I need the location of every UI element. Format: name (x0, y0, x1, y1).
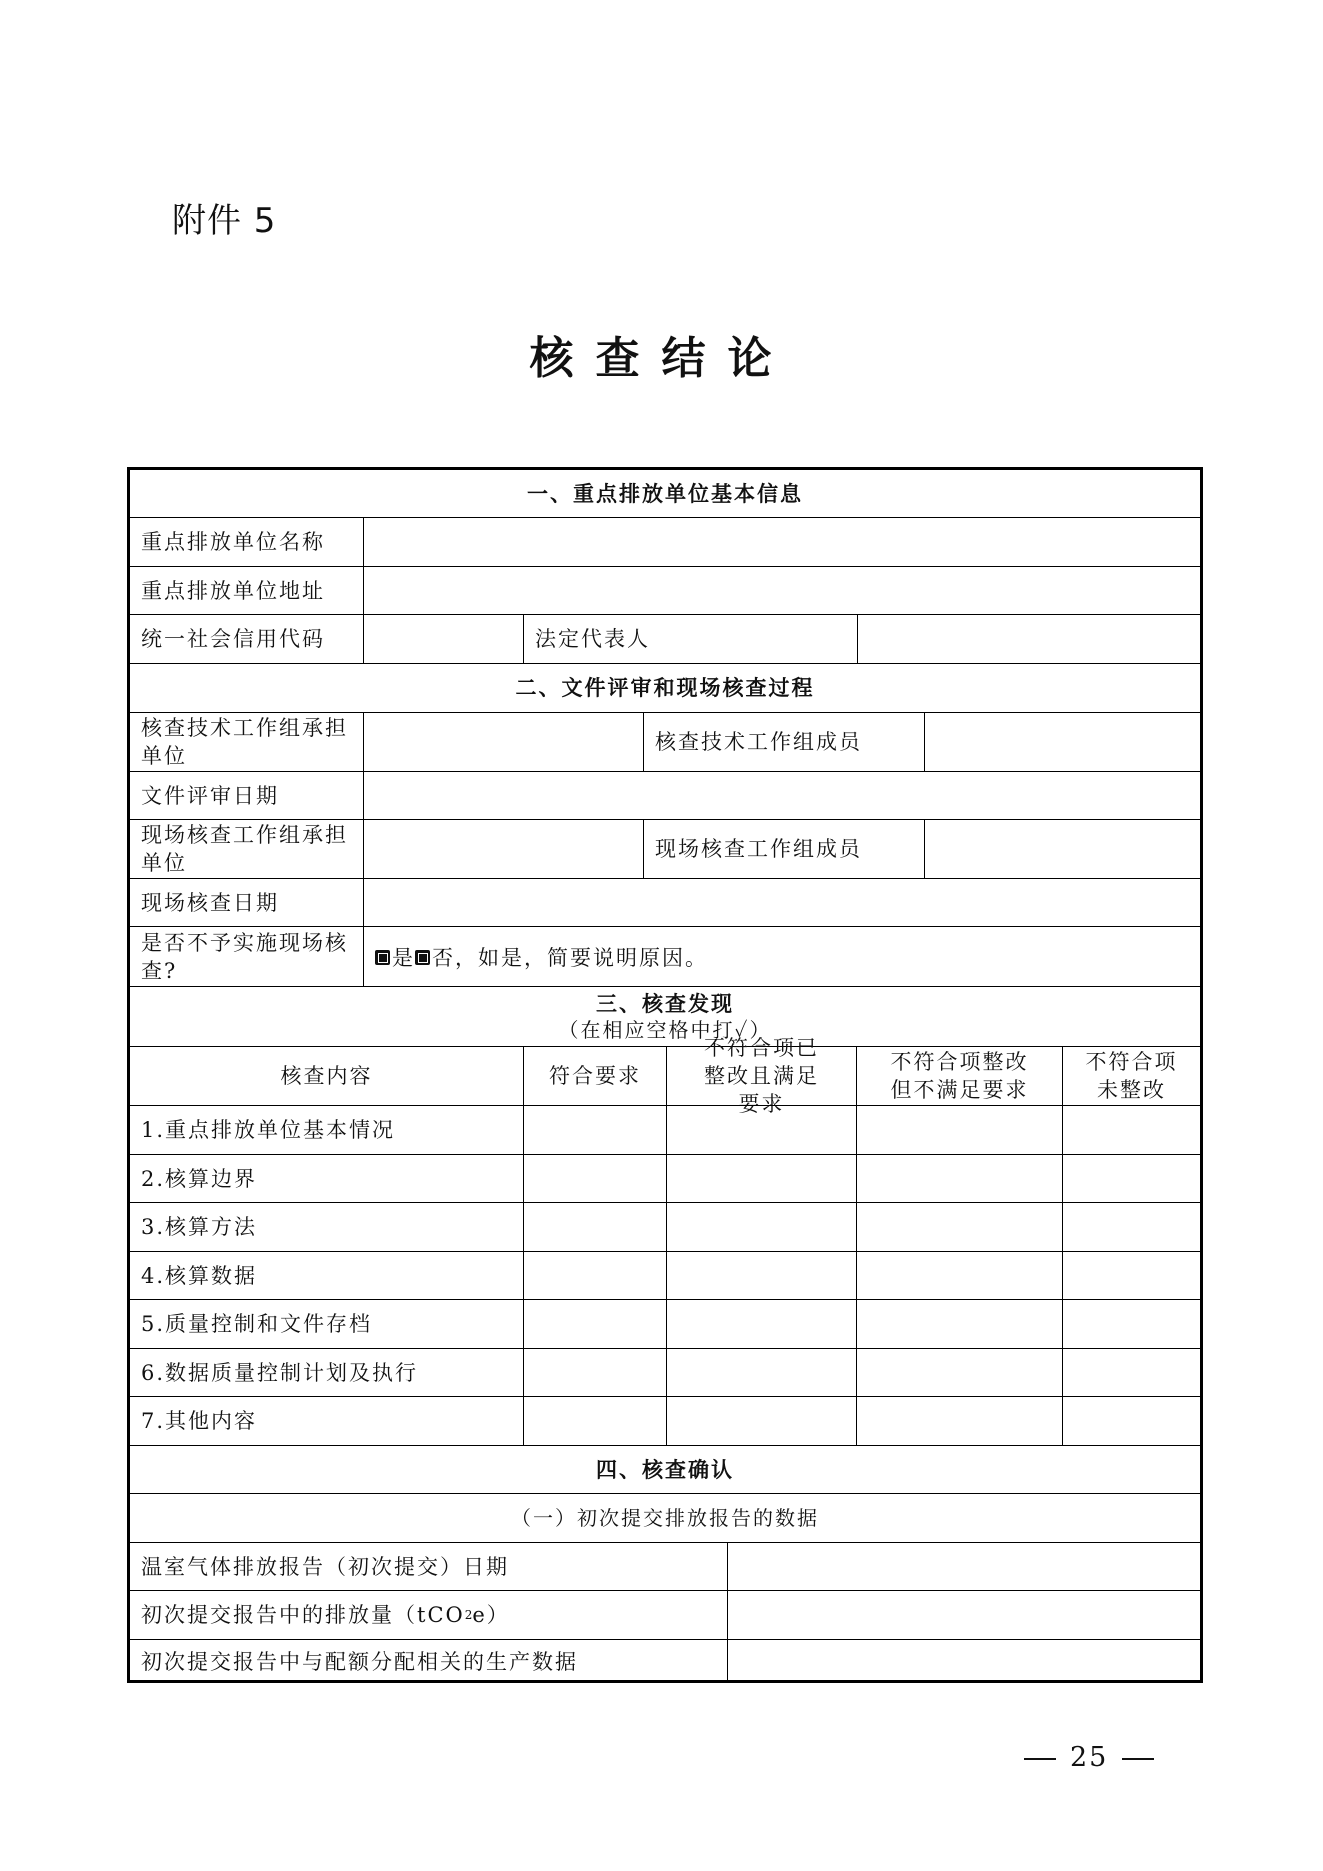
check-cell-rectified-unsatisfied[interactable] (856, 1155, 1062, 1202)
site-members-label: 现场核查工作组成员 (643, 820, 924, 878)
section-2-header (130, 663, 1200, 712)
check-cell-compliant[interactable] (523, 1349, 666, 1396)
production-data-label: 初次提交报告中与配额分配相关的生产数据 (141, 1649, 578, 1674)
no-site-check-label: 是否不予实施现场核查? (141, 930, 348, 983)
credit-code-label: 统一社会信用代码 (141, 627, 325, 651)
section-1-heading: 一、重点排放单位基本信息 (527, 480, 803, 506)
section-4-subheading: （一）初次提交排放报告的数据 (511, 1506, 819, 1530)
page-number-value: 25 (1070, 1742, 1109, 1773)
row-report-date (130, 1542, 1200, 1590)
row-emission-amount (130, 1590, 1200, 1639)
col-header-unrectified: 不符合项未整改 (1062, 1047, 1200, 1105)
section-1-header (130, 470, 1200, 517)
check-cell-compliant[interactable] (523, 1203, 666, 1251)
check-cell-compliant[interactable] (523, 1252, 666, 1299)
check-cell-rectified-unsatisfied[interactable] (856, 1106, 1062, 1154)
production-data-field[interactable] (727, 1640, 1200, 1683)
table-row (130, 1105, 1200, 1154)
check-cell-rectified-satisfied[interactable] (666, 1397, 856, 1445)
table-row (130, 1396, 1200, 1445)
check-cell-compliant[interactable] (523, 1155, 666, 1202)
report-date-label: 温室气体排放报告（初次提交）日期 (141, 1554, 509, 1579)
check-cell-compliant[interactable] (523, 1106, 666, 1154)
section-4-heading: 四、核查确认 (596, 1456, 734, 1482)
table-row (130, 1348, 1200, 1396)
row-tech-unit (130, 712, 1200, 771)
tech-unit-field[interactable] (363, 713, 643, 771)
doc-review-date-field[interactable] (363, 772, 1200, 819)
unit-address-field[interactable] (363, 567, 1200, 614)
col-header-rectified-unsatisfied: 不符合项整改但不满足要求 (856, 1047, 1062, 1105)
unit-address-label: 重点排放单位地址 (141, 578, 325, 603)
tech-members-label: 核查技术工作组成员 (643, 713, 924, 771)
section-3-heading: 三、核查发现 (596, 990, 734, 1016)
check-cell-rectified-unsatisfied[interactable] (856, 1349, 1062, 1396)
report-date-field[interactable] (727, 1543, 1200, 1590)
findings-header-row (130, 1036, 1200, 1116)
row-production-data (130, 1639, 1200, 1683)
section-2-heading: 二、文件评审和现场核查过程 (515, 675, 815, 700)
row-unit-name (130, 517, 1200, 566)
col-header-rectified-satisfied: 不符合项已整改且满足要求 (666, 1047, 856, 1105)
legal-rep-label: 法定代表人 (523, 615, 857, 663)
page-number (1010, 1742, 1168, 1773)
doc-review-date-label: 文件评审日期 (141, 783, 279, 808)
finding-item-label: 2.核算边界 (141, 1166, 258, 1191)
row-credit-code (130, 614, 1200, 663)
site-unit-label: 现场核查工作组承担单位 (141, 823, 348, 875)
check-cell-rectified-satisfied[interactable] (666, 1106, 856, 1154)
attachment-label: 附件 5 (172, 201, 277, 241)
check-cell-unrectified[interactable] (1062, 1155, 1200, 1202)
row-unit-address (130, 566, 1200, 614)
check-cell-compliant[interactable] (523, 1397, 666, 1445)
section-3-header (130, 986, 1200, 1046)
page-dash-right (1122, 1758, 1154, 1760)
check-cell-unrectified[interactable] (1062, 1397, 1200, 1445)
finding-item-label: 1.重点排放单位基本情况 (141, 1118, 396, 1142)
site-date-label: 现场核查日期 (141, 890, 279, 915)
finding-item-label: 3.核算方法 (141, 1215, 258, 1239)
table-row (130, 1251, 1200, 1299)
tech-members-field[interactable] (924, 713, 1200, 771)
section-3-subheading: （在相应空格中打✓） (558, 1017, 772, 1042)
finding-item-label: 5.质量控制和文件存档 (141, 1312, 373, 1336)
finding-item-label: 6.数据质量控制计划及执行 (141, 1360, 419, 1385)
check-cell-rectified-satisfied[interactable] (666, 1252, 856, 1299)
finding-item-label: 4.核算数据 (141, 1263, 258, 1288)
verification-form (127, 467, 1203, 1683)
row-site-date (130, 878, 1200, 926)
emission-label-suffix: e） (472, 1603, 510, 1627)
document-title: 核查结论 (529, 333, 794, 384)
page-dash-left (1024, 1758, 1056, 1760)
no-label: 否，如是，简要说明原因。 (432, 945, 708, 970)
emission-amount-field[interactable] (727, 1591, 1200, 1639)
unit-name-field[interactable] (363, 518, 1200, 566)
row-no-site-check (130, 926, 1200, 986)
tech-unit-label: 核查技术工作组承担单位 (141, 716, 348, 768)
table-row (130, 1202, 1200, 1251)
site-unit-field[interactable] (363, 820, 643, 878)
check-cell-rectified-satisfied[interactable] (666, 1155, 856, 1202)
col-header-content: 核查内容 (280, 1064, 373, 1088)
check-cell-rectified-unsatisfied[interactable] (856, 1203, 1062, 1251)
section-4-header (130, 1445, 1200, 1493)
table-row (130, 1299, 1200, 1348)
check-cell-rectified-unsatisfied[interactable] (856, 1300, 1062, 1348)
check-cell-rectified-satisfied[interactable] (666, 1203, 856, 1251)
legal-rep-field[interactable] (857, 615, 1200, 663)
check-cell-rectified-satisfied[interactable] (666, 1300, 856, 1348)
no-checkbox[interactable] (415, 950, 430, 965)
check-cell-compliant[interactable] (523, 1300, 666, 1348)
row-doc-review-date (130, 771, 1200, 819)
emission-amount-label (130, 1591, 727, 1639)
yes-checkbox[interactable] (375, 950, 390, 965)
check-cell-rectified-satisfied[interactable] (666, 1349, 856, 1396)
check-cell-unrectified[interactable] (1062, 1203, 1200, 1251)
check-cell-unrectified[interactable] (1062, 1349, 1200, 1396)
check-cell-unrectified[interactable] (1062, 1106, 1200, 1154)
emission-label-subscript: 2 (464, 1608, 473, 1622)
yes-label: 是 (392, 945, 415, 970)
row-site-unit (130, 819, 1200, 878)
emission-label-prefix: 初次提交报告中的排放量（tCO (141, 1603, 465, 1627)
section-4-subheader (130, 1493, 1200, 1542)
finding-item-label: 7.其他内容 (141, 1409, 258, 1433)
col-header-compliant: 符合要求 (523, 1047, 666, 1105)
site-members-field[interactable] (924, 820, 1200, 878)
table-row (130, 1154, 1200, 1202)
check-cell-rectified-unsatisfied[interactable] (856, 1397, 1062, 1445)
credit-code-field[interactable] (363, 615, 523, 663)
unit-name-label: 重点排放单位名称 (141, 530, 325, 554)
check-cell-unrectified[interactable] (1062, 1252, 1200, 1299)
site-date-field[interactable] (363, 879, 1200, 926)
check-cell-rectified-unsatisfied[interactable] (856, 1252, 1062, 1299)
no-site-check-options (363, 927, 1200, 986)
check-cell-unrectified[interactable] (1062, 1300, 1200, 1348)
